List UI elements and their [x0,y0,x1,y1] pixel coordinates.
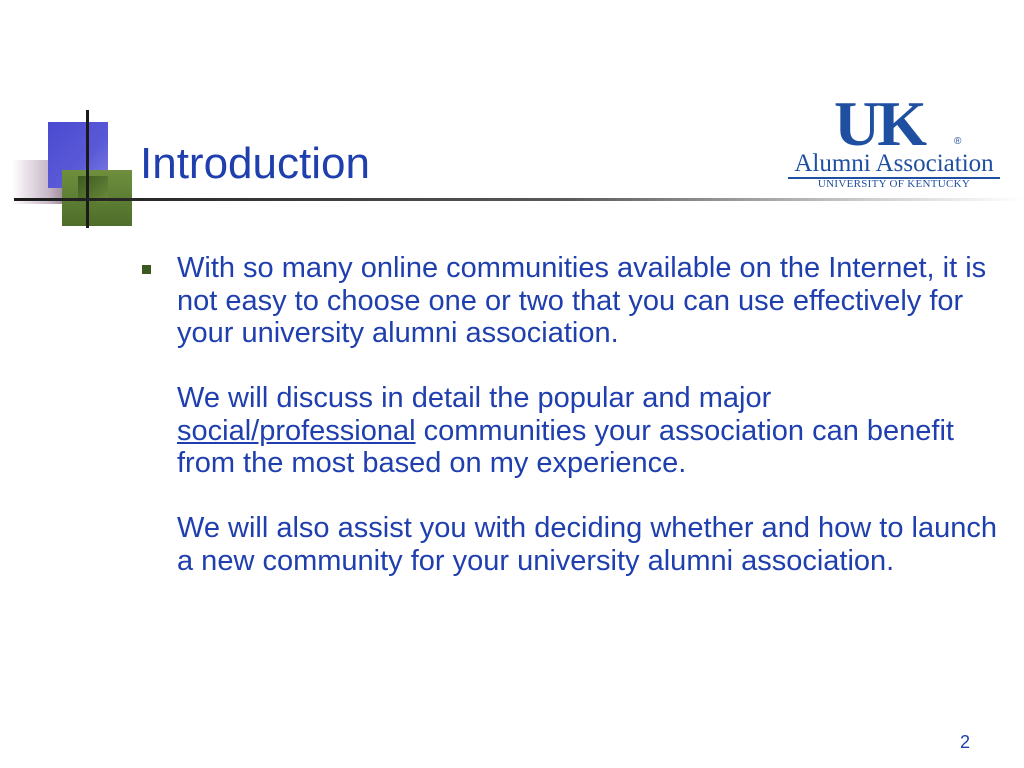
page-number: 2 [959,732,970,752]
logo-subtitle: UNIVERSITY OF KENTUCKY [817,178,971,190]
bullet-square-icon [142,265,151,274]
paragraph-discussion [177,382,997,480]
logo-name: Alumni Association [794,150,994,177]
paragraph-discussion-lead: We will discuss in detail the popular and major [177,382,772,414]
title-underline-rule [14,198,1024,201]
social-professional-link[interactable]: social/professional [177,414,416,447]
slide-title: Introduction [140,139,370,188]
paragraph-discussion-rest: communities your association can benefit from the most based on my experience. [177,414,954,479]
logo-mark: UK [834,88,924,159]
paragraph-intro: With so many online communities available on the Internet, it is not easy to choose one or two that you can use effectively for your university alumni association. [177,252,987,349]
bullet-content [177,252,997,577]
logo-registered-mark: ® [954,136,962,147]
paragraph-assist: We will also assist you with deciding whether and how to launch a new community for your university alumni association. [177,512,997,577]
decorative-vertical-line [86,110,89,228]
uk-alumni-logo [786,88,1002,190]
